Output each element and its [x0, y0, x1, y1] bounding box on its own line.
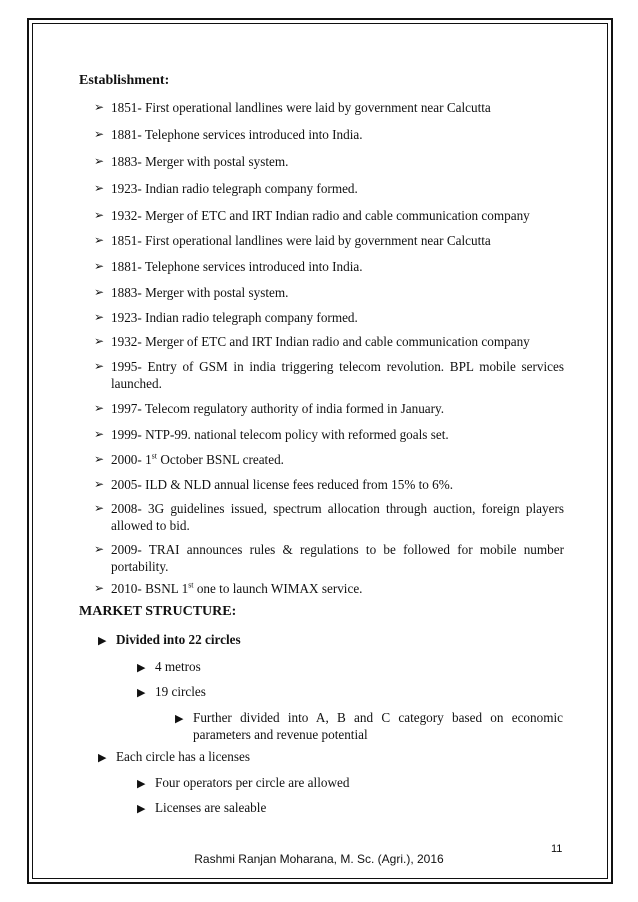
list-item — [94, 541, 564, 575]
arrow-bullet-icon: ➢ — [94, 542, 105, 556]
list-item-text: Each circle has a licenses — [116, 749, 250, 764]
arrow-bullet-icon: ➢ — [94, 259, 105, 273]
list-item — [137, 683, 557, 700]
list-item-text: 1883- Merger with postal system. — [111, 154, 289, 169]
arrow-bullet-icon: ➢ — [94, 359, 105, 373]
arrow-bullet-icon: ➢ — [94, 208, 105, 222]
list-item-text: 1923- Indian radio telegraph company formed. — [111, 181, 358, 196]
list-item — [94, 153, 564, 170]
list-item — [94, 580, 564, 597]
list-item-text: Four operators per circle are allowed — [155, 775, 350, 790]
arrow-bullet-icon: ➢ — [94, 100, 105, 114]
arrow-bullet-icon: ➢ — [94, 427, 105, 441]
list-item-text: 1883- Merger with postal system. — [111, 285, 289, 300]
list-item-text: 4 metros — [155, 659, 201, 674]
list-item — [94, 309, 564, 326]
triangle-bullet-icon: ▶ — [98, 752, 107, 764]
list-item — [94, 99, 564, 116]
arrow-bullet-icon: ➢ — [94, 401, 105, 415]
list-item — [137, 658, 557, 675]
list-item-text: 2000- 1st October BSNL created. — [111, 451, 284, 467]
arrow-bullet-icon: ➢ — [94, 581, 105, 595]
footer-author: Rashmi Ranjan Moharana, M. Sc. (Agri.), 2016 — [194, 852, 444, 866]
list-item-text: Further divided into A, B and C category based on economic parameters and revenue potential — [193, 710, 563, 742]
list-item-text: 1923- Indian radio telegraph company formed. — [111, 310, 358, 325]
arrow-bullet-icon: ➢ — [94, 477, 105, 491]
list-item-text: 1932- Merger of ETC and IRT Indian radio and cable communication company — [111, 334, 530, 349]
list-item-text: 1851- First operational landlines were laid by government near Calcutta — [111, 100, 491, 115]
triangle-bullet-icon: ▶ — [175, 713, 184, 725]
triangle-bullet-icon: ▶ — [137, 803, 146, 815]
establishment-heading: Establishment: — [79, 73, 170, 88]
list-item — [94, 180, 564, 197]
arrow-bullet-icon: ➢ — [94, 181, 105, 195]
arrow-bullet-icon: ➢ — [94, 310, 105, 324]
list-item — [94, 358, 564, 392]
list-item-text: 19 circles — [155, 684, 206, 699]
arrow-bullet-icon: ➢ — [94, 452, 105, 466]
list-item-text: 1999- NTP-99. national telecom policy with reformed goals set. — [111, 427, 449, 442]
list-item-text: 2010- BSNL 1st one to launch WIMAX service. — [111, 580, 363, 596]
list-item — [175, 709, 563, 743]
list-item-text: 1997- Telecom regulatory authority of india formed in January. — [111, 401, 445, 416]
triangle-bullet-icon: ▶ — [98, 635, 107, 647]
list-item — [94, 333, 564, 350]
list-item — [94, 426, 564, 443]
arrow-bullet-icon: ➢ — [94, 285, 105, 299]
list-item — [98, 631, 558, 648]
market-structure-heading: MARKET STRUCTURE: — [79, 604, 237, 619]
list-item-text: 2009- TRAI announces rules & regulations to be followed for mobile number portability. — [111, 542, 564, 574]
list-item-text: 1932- Merger of ETC and IRT Indian radio and cable communication company — [111, 208, 530, 223]
triangle-bullet-icon: ▶ — [137, 778, 146, 790]
list-item — [94, 400, 564, 417]
page-number: 11 — [551, 843, 563, 855]
arrow-bullet-icon: ➢ — [94, 154, 105, 168]
list-item — [98, 748, 558, 765]
arrow-bullet-icon: ➢ — [94, 233, 105, 247]
list-item — [94, 258, 564, 275]
list-item — [94, 476, 564, 493]
list-item-text: 1881- Telephone services introduced into India. — [111, 127, 363, 142]
list-item-text: Licenses are saleable — [155, 800, 267, 815]
list-item-text: 2005- ILD & NLD annual license fees reduced from 15% to 6%. — [111, 477, 454, 492]
list-item — [137, 799, 557, 816]
list-item — [94, 451, 564, 468]
list-item-text: 1881- Telephone services introduced into India. — [111, 259, 363, 274]
list-item-text: 1851- First operational landlines were laid by government near Calcutta — [111, 233, 491, 248]
list-item — [94, 126, 564, 143]
arrow-bullet-icon: ➢ — [94, 501, 105, 515]
list-item — [94, 207, 564, 224]
list-item-text: 2008- 3G guidelines issued, spectrum allocation through auction, foreign players allowed to bid. — [111, 501, 564, 533]
triangle-bullet-icon: ▶ — [137, 687, 146, 699]
list-item — [94, 500, 564, 534]
list-item — [94, 284, 564, 301]
arrow-bullet-icon: ➢ — [94, 127, 105, 141]
triangle-bullet-icon: ▶ — [137, 662, 146, 674]
arrow-bullet-icon: ➢ — [94, 334, 105, 348]
list-item — [137, 774, 557, 791]
list-item-text: Divided into 22 circles — [116, 632, 241, 647]
list-item — [94, 232, 564, 249]
list-item-text: 1995- Entry of GSM in india triggering telecom revolution. BPL mobile services launched. — [111, 359, 564, 391]
